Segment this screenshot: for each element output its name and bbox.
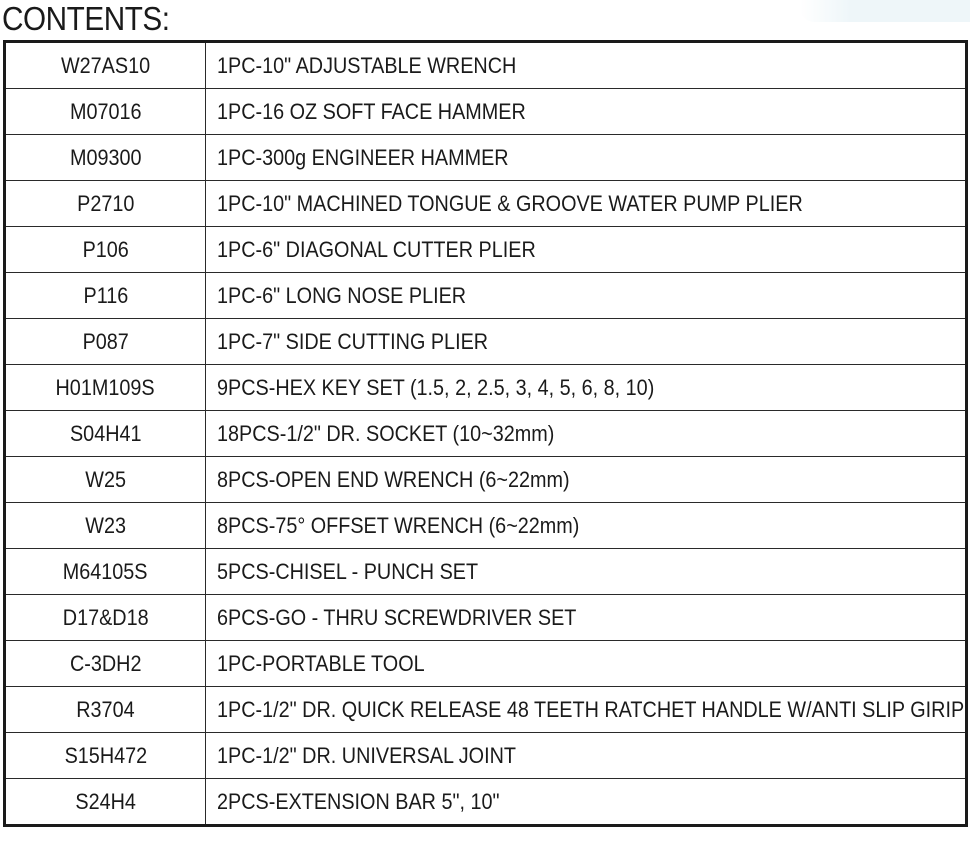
item-code-cell: [5, 181, 206, 227]
item-code-cell: [5, 641, 206, 687]
item-code-cell: [5, 135, 206, 181]
item-code-cell: [5, 273, 206, 319]
item-description-cell: [206, 733, 967, 779]
item-code: M09300: [69, 144, 142, 170]
item-code: W25: [85, 466, 126, 492]
item-description-cell: [206, 319, 967, 365]
table-row: [5, 365, 967, 411]
item-code-cell: [5, 595, 206, 641]
item-code-cell: [5, 687, 206, 733]
table-row: [5, 135, 967, 181]
item-description: 5PCS-CHISEL - PUNCH SET: [217, 558, 479, 584]
item-code: M64105S: [63, 558, 148, 584]
contents-table-body: [5, 42, 967, 826]
item-code-cell: [5, 319, 206, 365]
item-code: C-3DH2: [69, 650, 142, 676]
item-description: 1PC-10" ADJUSTABLE WRENCH: [217, 52, 517, 78]
item-description: 1PC-300g ENGINEER HAMMER: [217, 144, 509, 170]
item-description-cell: [206, 687, 967, 733]
table-row: [5, 733, 967, 779]
item-description-cell: [206, 89, 967, 135]
table-row: [5, 595, 967, 641]
item-description-cell: [206, 273, 967, 319]
item-description: 1PC-1/2" DR. UNIVERSAL JOINT: [217, 742, 516, 768]
table-row: [5, 42, 967, 89]
item-description: 1PC-16 OZ SOFT FACE HAMMER: [217, 98, 526, 124]
item-description-cell: [206, 181, 967, 227]
item-description: 8PCS-OPEN END WRENCH (6~22mm): [217, 466, 570, 492]
item-description: 2PCS-EXTENSION BAR 5", 10": [217, 788, 500, 814]
item-code-cell: [5, 42, 206, 89]
item-code: H01M109S: [55, 374, 156, 400]
item-code-cell: [5, 89, 206, 135]
table-row: [5, 503, 967, 549]
item-code-cell: [5, 457, 206, 503]
item-description: 6PCS-GO - THRU SCREWDRIVER SET: [217, 604, 577, 630]
item-code: W27AS10: [60, 52, 151, 78]
item-description: 1PC-1/2" DR. QUICK RELEASE 48 TEETH RATCHET HANDLE W/ANTI SLIP GIRIP: [217, 696, 965, 722]
item-description-cell: [206, 503, 967, 549]
item-code-cell: [5, 503, 206, 549]
item-description-cell: [206, 365, 967, 411]
item-code: S15H472: [64, 742, 147, 768]
table-row: [5, 687, 967, 733]
table-row: [5, 641, 967, 687]
table-row: [5, 319, 967, 365]
table-row: [5, 411, 967, 457]
item-code: P116: [83, 282, 128, 308]
item-code: P087: [82, 328, 129, 354]
table-row: [5, 89, 967, 135]
item-description-cell: [206, 411, 967, 457]
item-description: 18PCS-1/2" DR. SOCKET (10~32mm): [217, 420, 555, 446]
item-code: W23: [85, 512, 126, 538]
item-description-cell: [206, 595, 967, 641]
item-code: R3704: [76, 696, 135, 722]
item-description: 1PC-6" DIAGONAL CUTTER PLIER: [217, 236, 536, 262]
item-description: 9PCS-HEX KEY SET (1.5, 2, 2.5, 3, 4, 5, 6, 8, 10): [217, 374, 655, 400]
table-row: [5, 273, 967, 319]
item-description-cell: [206, 42, 967, 89]
item-code: M07016: [69, 98, 142, 124]
table-row: [5, 779, 967, 826]
item-code: P106: [82, 236, 129, 262]
item-code-cell: [5, 549, 206, 595]
item-description: 8PCS-75° OFFSET WRENCH (6~22mm): [217, 512, 580, 538]
item-code: P2710: [76, 190, 135, 216]
table-row: [5, 457, 967, 503]
item-code-cell: [5, 227, 206, 273]
table-row: [5, 181, 967, 227]
item-description-cell: [206, 641, 967, 687]
contents-table: [3, 40, 968, 827]
item-description-cell: [206, 779, 967, 826]
item-code-cell: [5, 365, 206, 411]
item-description-cell: [206, 549, 967, 595]
item-code: D17&D18: [62, 604, 149, 630]
item-code-cell: [5, 733, 206, 779]
item-description-cell: [206, 227, 967, 273]
table-row: [5, 227, 967, 273]
page-title: CONTENTS:: [2, 0, 170, 37]
item-code-cell: [5, 411, 206, 457]
item-description-cell: [206, 135, 967, 181]
item-description: 1PC-6" LONG NOSE PLIER: [217, 282, 467, 308]
corner-decoration: [800, 0, 970, 22]
item-description: 1PC-7" SIDE CUTTING PLIER: [217, 328, 489, 354]
item-code-cell: [5, 779, 206, 826]
item-description: 1PC-10" MACHINED TONGUE & GROOVE WATER PUMP PLIER: [217, 190, 803, 216]
item-code: S04H41: [69, 420, 142, 446]
item-code: S24H4: [75, 788, 136, 814]
item-description-cell: [206, 457, 967, 503]
item-description: 1PC-PORTABLE TOOL: [217, 650, 425, 676]
table-row: [5, 549, 967, 595]
